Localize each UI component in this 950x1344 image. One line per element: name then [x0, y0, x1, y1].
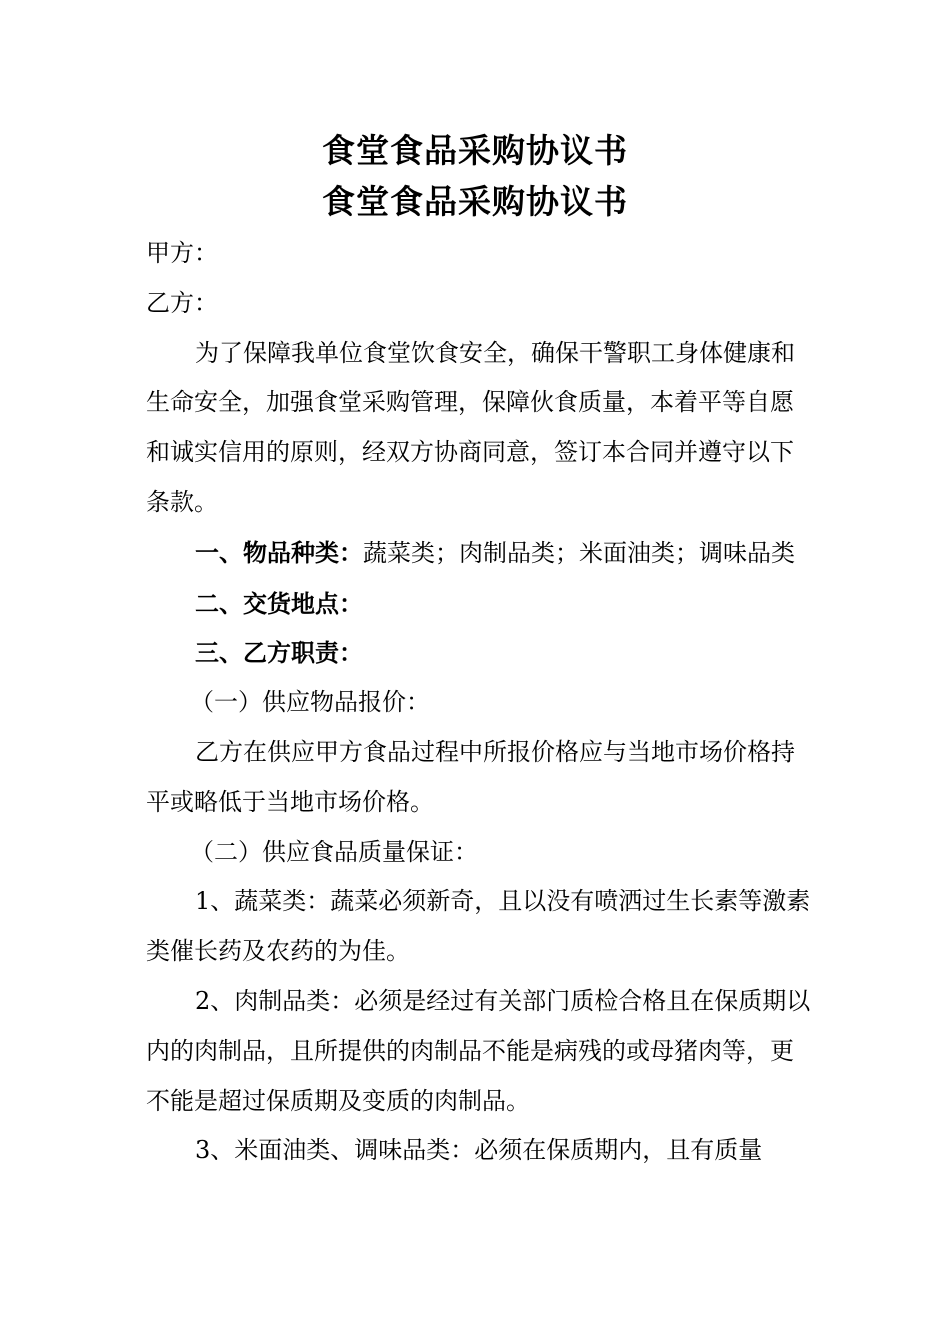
section2-heading: 二、交货地点：	[195, 588, 363, 618]
section1-text: 蔬菜类；肉制品类；米面油类；调味品类	[363, 538, 795, 567]
item3-paragraph: 3、米面油类、调味品类：必须在保质期内，且有质量	[195, 1136, 763, 1165]
intro-paragraph: 为了保障我单位食堂饮食安全，确保干警职工身体健康和生命安全，加强食堂采购管理，保障伙食质量，本着平等自愿和诚实信用的原则，经双方协商同意，签订本合同并遵守以下条款。	[146, 338, 795, 516]
section3-heading: 三、乙方职责：	[195, 638, 363, 668]
sub1-heading: （一）供应物品报价：	[190, 688, 430, 717]
section1-heading: 一、物品种类：	[195, 537, 363, 567]
sub1-paragraph: 乙方在供应甲方食品过程中所报价格应与当地市场价格持平或略低于当地市场价格。	[146, 737, 795, 816]
section1-paragraph	[146, 528, 811, 579]
document-title: 食堂食品采购协议书	[322, 131, 628, 170]
sub2-heading: （二）供应食品质量保证：	[190, 837, 478, 866]
item2-paragraph: 2、肉制品类：必须是经过有关部门质检合格且在保质期以内的肉制品，且所提供的肉制品不能是病残的或母猪肉等，更不能是超过保质期及变质的肉制品。	[146, 986, 811, 1115]
document-title-repeat: 食堂食品采购协议书	[322, 182, 628, 221]
document-body	[146, 229, 811, 1176]
item1-paragraph: 1、蔬菜类：蔬菜必须新奇，且以没有喷洒过生长素等激素类催长药及农药的为佳。	[146, 887, 811, 966]
party-b-line: 乙方：	[146, 288, 218, 317]
party-a-line: 甲方：	[146, 239, 218, 267]
